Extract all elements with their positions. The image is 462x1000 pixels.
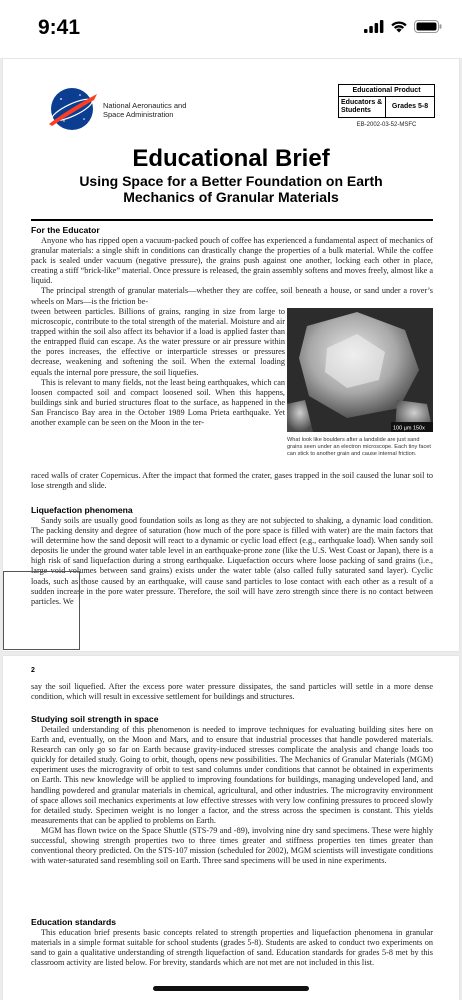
studying-heading: Studying soil strength in space	[31, 714, 159, 724]
liquefaction-paragraph-1: Sandy soils are usually good foundation soils as long as they are not subjected to shaking, a dynamic load condition. The packing density and degree of saturation (how much of the pore space is filled with water) are the main factors that will determine how the sand deposit will react to a dynamic or cyclic load effect (e.g., earthquake load). When sandy soil deposits lie under the ground water table level in an earthquake-prone zone (like the U.S. West Coast or Japan), there is a high risk of sand liquefaction during a strong earthquake. Liquefaction occurs where loose packing of sand grains (i.e., large void volumes between sand grains) exists under the water table (also called fully saturated sand layer). Cyclic loads, such as those caused by an earthquake, will cause sand particles to lose contact with each other as a result of a sudden increase in the pore water pressure. Therefore, the soil will have zero strength since there is no contact between particles. We	[31, 516, 433, 606]
product-info-box	[338, 84, 435, 118]
micrograph-scale-label: 100 µm 150x	[393, 425, 425, 432]
battery-icon	[414, 20, 442, 33]
nasa-logo	[47, 86, 101, 132]
title-divider	[31, 219, 433, 221]
wifi-icon	[390, 20, 408, 33]
subtitle-line-2: Mechanics of Granular Materials	[123, 189, 339, 205]
subtitle-line-1: Using Space for a Better Foundation on Earth	[79, 173, 383, 189]
agency-line-1: National Aeronautics and	[103, 101, 187, 110]
status-icons	[364, 20, 442, 33]
status-time: 9:41	[38, 16, 81, 39]
educator-text-full	[31, 236, 433, 307]
educator-paragraph-1: Anyone who has ripped open a vacuum-packed pouch of coffee has experienced a fundamental aspect of mechanics of granular materials: a single shift in conditions can drastically change the properties of a bulk material. While the coffee pack is sealed under vacuum (negative pressure), the grains push against one another, locking each other in place, creating a stiff “brick-like” material. Once pressure is released, the grain assembly softens and moves freely, almost like a liquid.	[31, 236, 433, 286]
product-label: Educational Product	[339, 85, 434, 97]
selection-box	[3, 571, 80, 650]
educator-paragraph-2-start: The principal strength of granular materials—whether they are coffee, soil beneath a house, or sand under a rover’s wheels on Mars—is the friction be-	[31, 286, 433, 306]
agency-name	[103, 101, 186, 119]
studying-paragraph-2: MGM has flown twice on the Space Shuttle (STS-79 and -89), involving nine dry sand specimens. These were highly successful, showing strength properties two to three times greater and stiffness properties ten times greater than conventional theory predicted. On the STS-107 mission (scheduled for 2002), MGM scientists will investigate conditions with water-saturated sand resembling soil on Earth. Three sand specimens will be used in nine experiments.	[31, 825, 433, 866]
page-title: Educational Brief	[132, 145, 330, 172]
sand-grain-micrograph	[287, 308, 433, 432]
liquefaction-heading: Liquefaction phenomena	[31, 505, 133, 515]
educator-text-narrow	[31, 307, 285, 428]
educator-paragraph-2-cont: tween between particles. Billions of grains, ranging in size from large to microscopic, contribute to the total strength of the material. Moisture and air trapped within the soil also affect its behavior if a load is applied faster than the entrapped fluid can escape. As the water pressure or air pressure within the pores increases, the effective or interparticle stresses or pressures decrease, weakening and softening the soil. When the external loading equals the internal pore pressure, the soil liquefies.	[31, 307, 285, 377]
educator-heading: For the Educator	[31, 225, 100, 235]
home-indicator[interactable]	[153, 986, 309, 991]
micrograph-caption: What look like boulders after a landslide are just sand grains seen under an electron microscope. Each tiny facet can stick to another grain and cause internal friction.	[287, 437, 431, 457]
page2-continuation	[31, 682, 433, 702]
studying-paragraph-1: Detailed understanding of this phenomenon is needed to improve techniques for evaluating building sites here on Earth and, eventually, on the Moon and Mars, and to ensure that industrial processes that handle powdered materials. Research can only go so far on Earth because gravity-induced stresses complicate the analysis and change loads too quickly for detailed study. Going to orbit, though, opens new possibilities. The Mechanics of Granular Materials (MGM) experiment uses the microgravity of orbit to test sand columns under conditions that cannot be obtained in experiments on Earth. This new knowledge will be applied to improving foundations for buildings, managing undeveloped land, and handling powdered and granular materials in chemical, agricultural, and other industries. The microgravity environment of space allows soil mechanics experiments at low effective stresses with very low confining pressures to proceed slowly for detailed study. Specimen weight is no longer a factor, and the stress across the specimen is constant. This yields measurements that can be applied to problems on Earth.	[31, 725, 433, 825]
page-subtitle	[3, 173, 459, 205]
standards-paragraph-1: This education brief presents basic concepts related to strength properties and liquefaction phenomena in granular materials in a simple format suitable for school students (grades 5-8). Students are asked to conduct two experiments on sand to gain a qualitative understanding of strength liquefaction of sand. Education standards for grades 5-8 met by this classroom activity are listed below. For brevity, standards which are not met are not included in this list.	[31, 928, 433, 968]
product-code: EB-2002-03-52-MSFC	[356, 122, 417, 128]
document-page-1	[3, 59, 459, 651]
educator-paragraph-3-cont: raced walls of crater Copernicus. After the impact that formed the crater, gases trapped in the soil caused the lunar soil to lose strength and slide.	[31, 471, 433, 491]
agency-line-2: Space Administration	[103, 110, 174, 119]
audience-label: Educators & Students	[339, 97, 386, 117]
educator-paragraph-3: This is relevant to many fields, not the least being earthquakes, which can loosen compacted soil and compact loosened soil. When this happens, buildings sink and buried structures float to the surface, as happened in the San Francisco Bay area in the October 1989 Loma Prieta earthquake. Yet another example can be seen on the Moon in the ter-	[31, 377, 285, 428]
cellular-signal-icon	[364, 20, 384, 33]
grades-label: Grades 5-8	[391, 103, 429, 110]
educator-text-bottom	[31, 471, 433, 491]
standards-heading: Education standards	[31, 917, 116, 927]
continuation-paragraph: say the soil liquefied. After the excess pore water pressure dissipates, the sand particles will settle in a more dense condition, which will result in excessive settlement for buildings and structures.	[31, 682, 433, 702]
page-number: 2	[31, 667, 35, 674]
standards-text	[31, 928, 433, 968]
document-page-2	[3, 656, 459, 1000]
liquefaction-text	[31, 516, 433, 607]
studying-text	[31, 725, 433, 866]
micrograph-image	[287, 308, 433, 432]
status-bar	[0, 0, 462, 58]
